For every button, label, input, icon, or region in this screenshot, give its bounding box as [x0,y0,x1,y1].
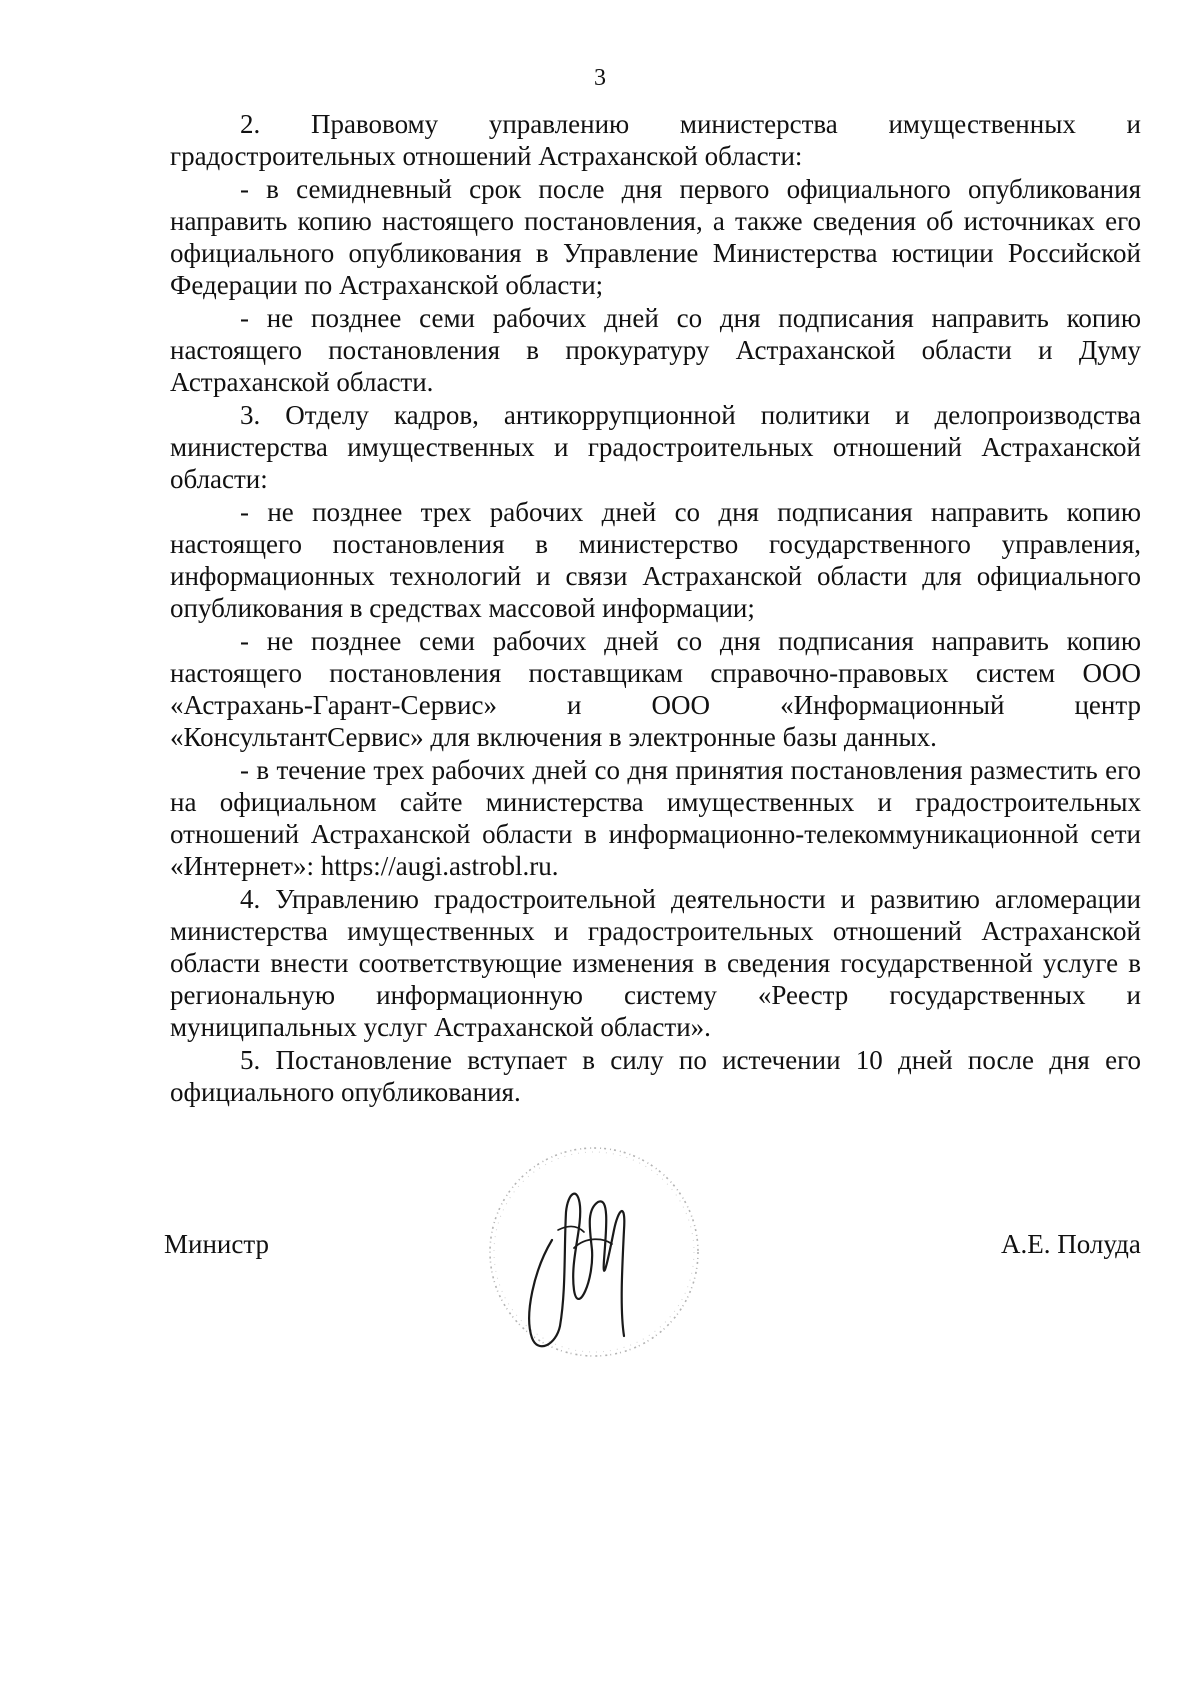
paragraph-4-urban-planning: 4. Управлению градостроительной деятельности и развитию агломерации министерства имущественных и градостроительных отношений Астраханской области внести соответствующие изменения в сведения государственной услуге в региональную информационную систему «Реестр государственных и муниципальных услуг Астраханской области». [170,884,1141,1042]
paragraph-2-item-prosecutor-duma: - не позднее семи рабочих дней со дня подписания направить копию настоящего постановления в прокуратуру Астраханской области и Думу Астраханской области. [170,303,1141,397]
paragraph-2-legal-department: 2. Правовому управлению министерства имущественных и градостроительных отношений Астраханской области: [170,109,1141,171]
signature-block [0,1130,1200,1370]
paragraph-3-item-website: - в течение трех рабочих дней со дня принятия постановления разместить его на официальном сайте министерства имущественных и градостроительных отношений Астраханской области в информационно-телекоммуникационной сети «Интернет»: https://augi.astrobl.ru. [170,755,1141,881]
page-number: 3 [594,65,606,91]
paragraph-2-item-justice-ministry: - в семидневный срок после дня первого официального опубликования направить копию настоящего постановления, а также сведения об источниках его официального опубликования в Управление Министерства юстиции Российской Федерации по Астраханской области; [170,174,1141,300]
paragraph-3-personnel-department: 3. Отделу кадров, антикоррупционной политики и делопроизводства министерства имущественных и градостроительных отношений Астраханской области: [170,400,1141,494]
signatory-name: А.Е. Полуда [1001,1229,1141,1259]
signatory-title: Министр [164,1229,269,1259]
paragraph-5-entry-into-force: 5. Постановление вступает в силу по истечении 10 дней после дня его официального опубликования. [170,1045,1141,1107]
paragraph-3-item-media-publication: - не позднее трех рабочих дней со дня подписания направить копию настоящего постановления в министерство государственного управления, информационных технологий и связи Астраханской области для официального опубликования в средствах массовой информации; [170,497,1141,623]
document-body [170,108,1141,1109]
stamp-signature-icon [474,1140,714,1370]
paragraph-3-item-legal-systems: - не позднее семи рабочих дней со дня подписания направить копию настоящего постановления поставщикам справочно-правовых систем ООО «Астрахань-Гарант-Сервис» и ООО «Информационный центр «КонсультантСервис» для включения в электронные базы данных. [170,626,1141,752]
